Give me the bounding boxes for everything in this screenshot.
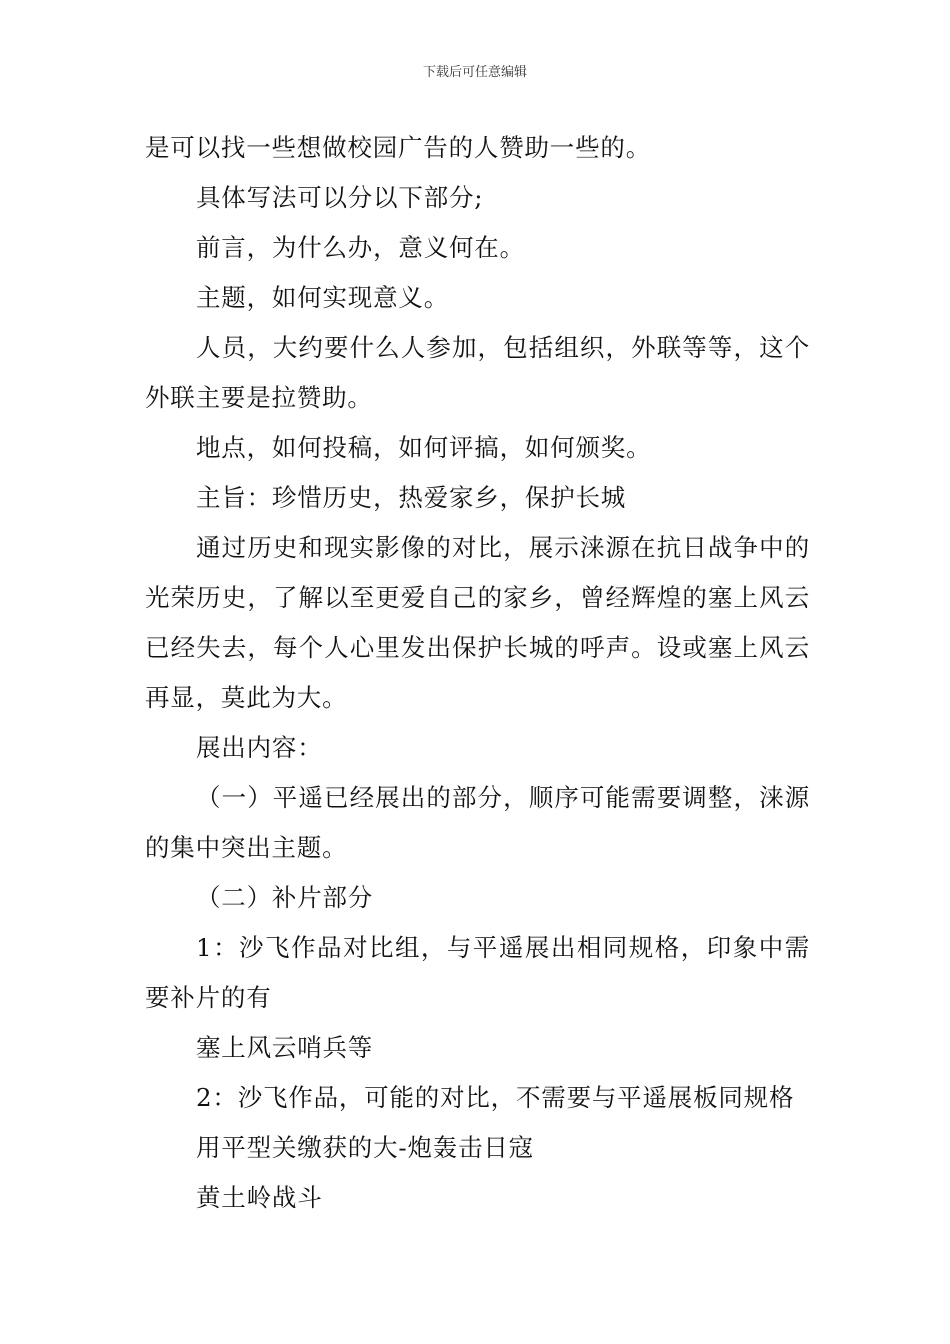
- paragraph: 主题，如何实现意义。: [196, 283, 449, 312]
- paragraph: 2：沙飞作品，可能的对比，不需要与平遥展板同规格: [196, 1083, 795, 1112]
- paragraph: 通过历史和现实影像的对比，展示涞源在抗日战争中的光荣历史，了解以至更爱自己的家乡，曾经辉煌的塞上风云已经失去，每个人心里发出保护长城的呼声。设或塞上风云再显，莫此为大。: [145, 533, 810, 712]
- paragraph: 是可以找一些想做校园广告的人赞助一些的。: [145, 133, 651, 162]
- paragraph: 地点，如何投稿，如何评搞，如何颁奖。: [196, 433, 652, 462]
- paragraph: 前言，为什么办，意义何在。: [196, 233, 525, 262]
- paragraph: 展出内容：: [196, 733, 323, 762]
- paragraph: 具体写法可以分以下部分;: [196, 183, 484, 212]
- document-body: [145, 123, 810, 1223]
- paragraph: 主旨：珍惜历史，热爱家乡，保护长城: [196, 483, 627, 512]
- paragraph: （二）补片部分: [196, 883, 374, 912]
- paragraph: 用平型关缴获的大-炮轰击日寇: [196, 1133, 534, 1162]
- header-note: 下载后可任意编辑: [422, 65, 527, 80]
- paragraph: 黄土岭战斗: [196, 1183, 323, 1212]
- paragraph: 1：沙飞作品对比组，与平遥展出相同规格，印象中需要补片的有: [145, 933, 810, 1012]
- paragraph: 塞上风云哨兵等: [196, 1033, 374, 1062]
- paragraph: 人员，大约要什么人参加，包括组织，外联等等，这个外联主要是拉赞助。: [145, 333, 810, 412]
- paragraph: （一）平遥已经展出的部分，顺序可能需要调整，涞源的集中突出主题。: [145, 783, 810, 862]
